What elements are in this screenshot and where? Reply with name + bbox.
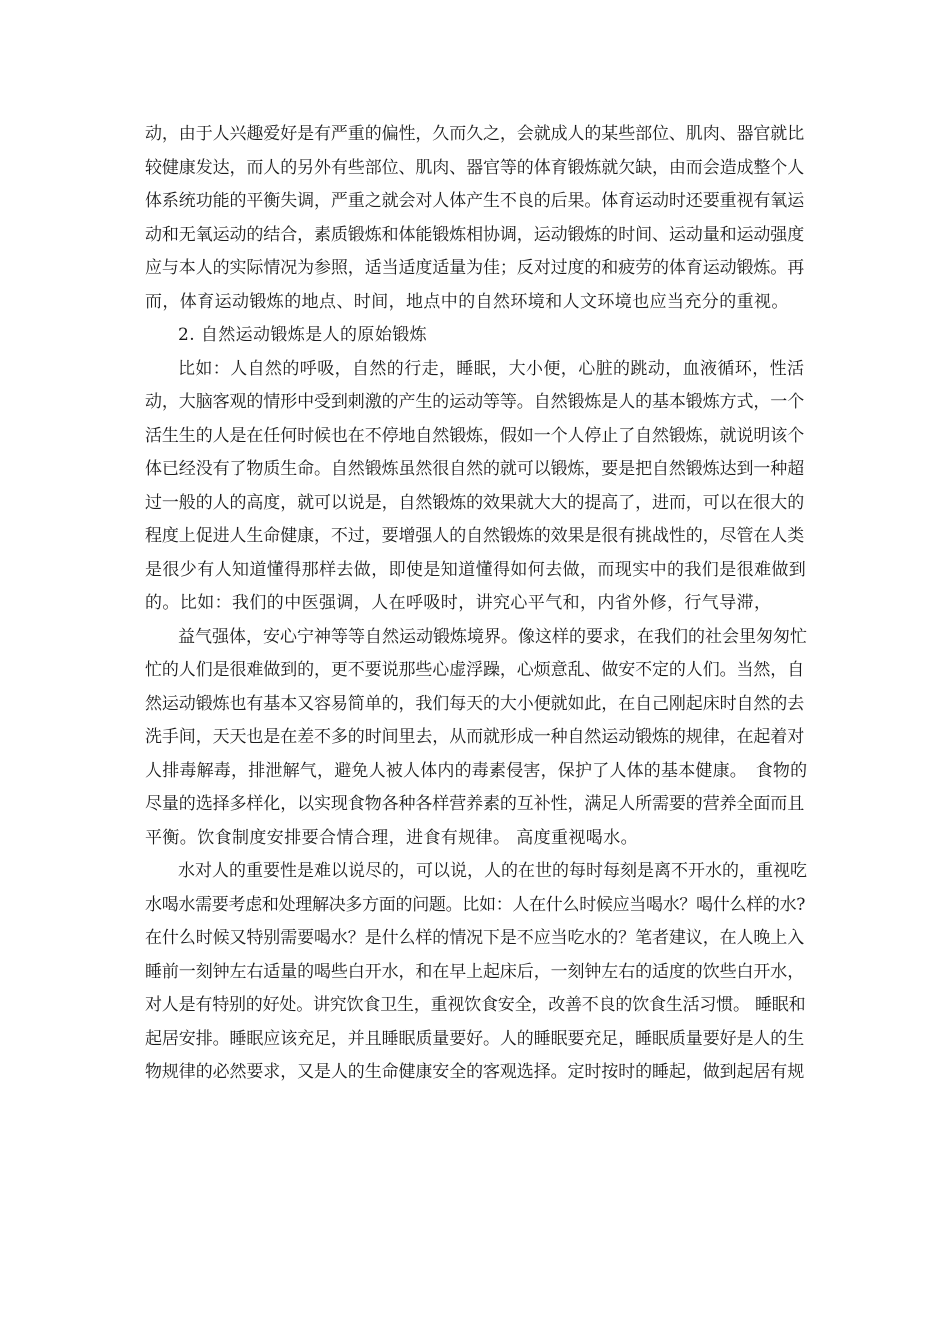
text-line: 比如：人自然的呼吸，自然的行走，睡眠，大小便，心脏的跳动，血液循环，性活 [178,358,805,379]
text-line: 尽量的选择多样化，以实现食物各种各样营养素的互补性，满足人所需要的营养全面而且 [145,794,805,814]
text-line: 对人是有特别的好处。讲究饮食卫生，重视饮食安全，改善不良的饮食生活习惯。 睡眠和 [145,995,806,1015]
text-line: 活生生的人是在任何时候也在不停地自然锻炼，假如一个人停止了自然锻炼，就说明该个 [145,425,805,446]
text-line: 起居安排。睡眠应该充足，并且睡眠质量要好。人的睡眠要充足，睡眠质量要好是人的生 [145,1028,805,1049]
text-line: 的。比如：我们的中医强调，人在呼吸时，讲究心平气和，内省外修，行气导滞， [145,593,772,613]
text-line: 平衡。饮食制度安排要合情合理，进食有规律。 高度重视喝水。 [145,827,639,848]
text-line: 物规律的必然要求，又是人的生命健康安全的客观选择。定时按时的睡起，做到起居有规 [145,1062,805,1082]
text-line: 体系统功能的平衡失调，严重之就会对人体产生不良的后果。体育运动时还要重视有氧运 [145,191,805,211]
text-line: 较健康发达，而人的另外有些部位、肌肉、器官等的体育锻炼就欠缺，由而会造成整个人 [145,157,805,178]
text-line: 是很少有人知道懂得那样去做，即使是知道懂得如何去做，而现实中的我们是很难做到 [145,559,807,580]
text-line: 动，大脑客观的情形中受到刺激的产生的运动等等。自然锻炼是人的基本锻炼方式，一个 [145,392,805,412]
text-line: 洗手间，天天也是在差不多的时间里去，从而就形成一种自然运动锻炼的规律，在起着对 [145,727,805,747]
text-line: 动和无氧运动的结合，素质锻炼和体能锻炼相协调，运动锻炼的时间、运动量和运动强度 [145,224,805,245]
text-line: 益气强体，安心宁神等等自然运动锻炼境界。像这样的要求，在我们的社会里匆匆忙 [178,626,807,647]
text-line: 水喝水需要考虑和处理解决多方面的问题。比如：人在什么时候应当喝水？喝什么样的水? [145,894,806,915]
text-line: 在什么时候又特别需要喝水？是什么样的情况下是不应当吃水的？笔者建议，在人晚上入 [145,928,805,948]
document-body [145,118,807,1090]
text-line: 水对人的重要性是难以说尽的，可以说，人的在世的每时每刻是离不开水的，重视吃 [178,861,807,881]
text-line: 然运动锻炼也有基本又容易简单的，我们每天的大小便就如此，在自己刚起床时自然的去 [145,693,805,714]
text-line: 人排毒解毒，排泄解气，避免人被人体内的毒素侵害，保护了人体的基本健康。 食物的 [145,760,808,781]
text-line: 过一般的人的高度，就可以说是，自然锻炼的效果就大大的提高了，进而，可以在很大的 [145,492,805,513]
text-line: 程度上促进人生命健康，不过，要增强人的自然锻炼的效果是很有挑战性的，尽管在人类 [145,526,805,546]
text-line: 而，体育运动锻炼的地点、时间，地点中的自然环境和人文环境也应当充分的重视。 [145,291,789,312]
text-line: 体已经没有了物质生命。自然锻炼虽然很自然的就可以锻炼，要是把自然锻炼达到一种超 [145,459,805,479]
text-line: 睡前一刻钟左右适量的喝些白开水，和在早上起床后，一刻钟左右的适度的饮些白开水， [145,961,805,982]
text-line: 忙的人们是很难做到的，更不要说那些心虚浮躁，心烦意乱、做安不定的人们。当然，自 [145,660,805,680]
text-line: 2. 自然运动锻炼是人的原始锻炼 [178,325,428,345]
text-line: 应与本人的实际情况为参照，适当适度适量为佳；反对过度的和疲劳的体育运动锻炼。再 [145,258,805,278]
text-line: 动，由于人兴趣爱好是有严重的偏性，久而久之，会就成人的某些部位、肌肉、器官就比 [145,124,805,144]
